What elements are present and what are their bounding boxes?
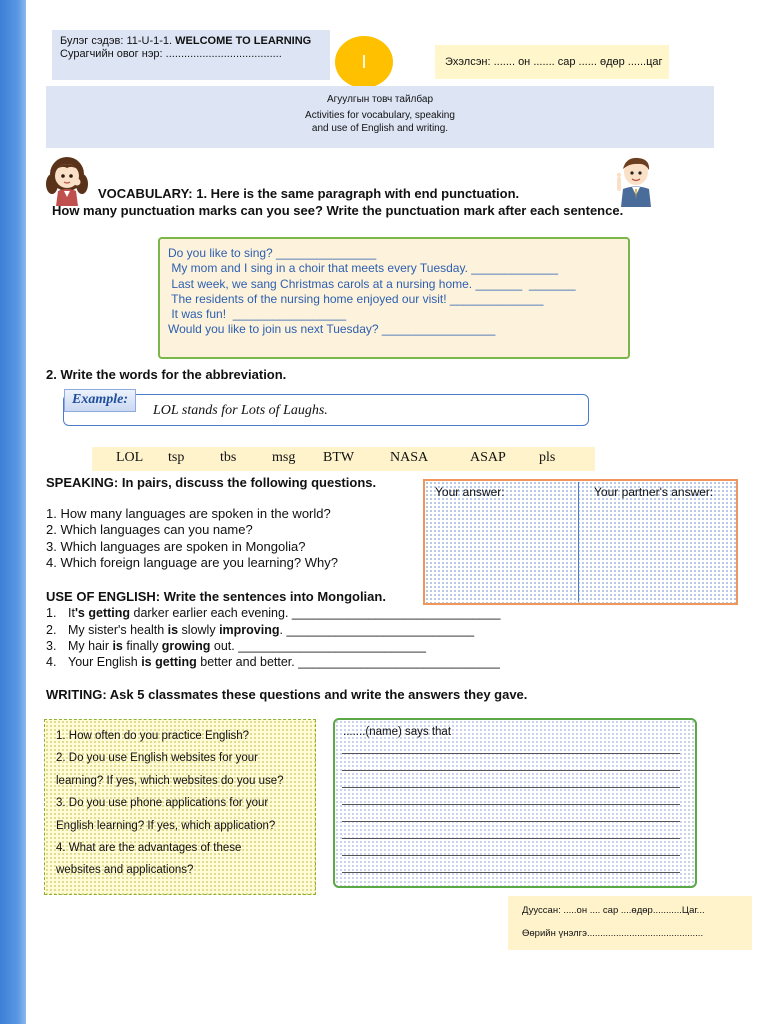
summary-title: Агуулгын товч тайлбар xyxy=(326,94,434,105)
speaking-title: SPEAKING: In pairs, discuss the following questions. xyxy=(46,475,377,490)
abbr-pls: pls xyxy=(539,450,556,465)
answer-line[interactable] xyxy=(342,855,680,856)
vocabulary-title: VOCABULARY: 1. Here is the same paragraph with end punctuation. xyxy=(98,186,520,201)
paragraph-sentences xyxy=(168,246,576,338)
speaking-question-4: 4. Which foreign language are you learning? Why? xyxy=(46,555,338,570)
name-says-prompt: .......(name) says that xyxy=(343,726,452,738)
girl-illustration-icon xyxy=(44,154,90,206)
speaking-question-3: 3. Which languages are spoken in Mongolia? xyxy=(46,539,306,554)
writing-question-line: websites and applications? xyxy=(56,864,194,877)
topic-prefix: Булэг сэдэв: 11-U-1-1. xyxy=(60,35,176,47)
abbr-nasa: NASA xyxy=(390,450,429,465)
answer-line[interactable] xyxy=(342,753,680,754)
partner-answer-label: Your partner's answer: xyxy=(594,485,714,499)
left-color-bar xyxy=(0,0,26,1024)
boy-illustration-icon xyxy=(612,155,656,207)
sentence-2[interactable]: My mom and I sing in a choir that meets every Tuesday. _____________ xyxy=(168,261,558,276)
uoe-item-1: 1. It's getting darker earlier each evening. ______________________________ xyxy=(46,606,501,620)
summary-line-2: and use of English and writing. xyxy=(311,123,449,134)
sentence-4[interactable]: The residents of the nursing home enjoyed our visit! ______________ xyxy=(168,291,544,306)
abbr-btw: BTW xyxy=(323,450,355,465)
level-badge: I xyxy=(335,36,393,88)
writing-title: WRITING: Ask 5 classmates these questions and write the answers they gave. xyxy=(46,687,528,702)
self-assessment-field: Өөрийн үнэлгэ............................................ xyxy=(522,928,704,939)
answer-divider xyxy=(578,482,579,602)
uoe-blank-2[interactable]: ___________________________ xyxy=(286,623,475,637)
writing-question-line: 2. Do you use English websites for your xyxy=(56,752,258,765)
topic-title: WELCOME TO LEARNING xyxy=(175,35,312,47)
writing-question-line: learning? If yes, which websites do you use? xyxy=(56,774,284,787)
uoe-item-2: 2. My sister's health is slowly improving. ___________________________ xyxy=(46,623,475,637)
uoe-blank-4[interactable]: _____________________________ xyxy=(298,655,500,669)
use-of-english-title: USE OF ENGLISH: Write the sentences into Mongolian. xyxy=(46,589,386,604)
sentence-1[interactable]: Do you like to sing? _______________ xyxy=(168,246,377,260)
writing-answer-box[interactable] xyxy=(333,718,697,888)
answer-line[interactable] xyxy=(342,872,680,873)
example-label: Example: xyxy=(64,389,136,412)
writing-question-line: English learning? If yes, which application? xyxy=(56,819,276,832)
abbr-msg: msg xyxy=(272,450,296,465)
footer-box xyxy=(508,896,752,950)
abbr-asap: ASAP xyxy=(470,450,506,465)
writing-question-line: 1. How often do you practice English? xyxy=(56,730,250,742)
your-answer-label: Your answer: xyxy=(435,485,505,499)
uoe-item-4: 4. Your English is getting better and better. _____________________________ xyxy=(46,655,500,669)
answer-line[interactable] xyxy=(342,787,680,788)
vocabulary-subtitle: How many punctuation marks can you see? Write the punctuation mark after each sentence. xyxy=(52,203,624,218)
writing-questions xyxy=(56,725,284,882)
answer-line[interactable] xyxy=(342,821,680,822)
header-topic-box xyxy=(52,30,330,80)
sentence-5[interactable]: It was fun! _________________ xyxy=(168,307,347,322)
speaking-question-1: 1. How many languages are spoken in the world? xyxy=(46,506,331,521)
example-text: LOL stands for Lots of Laughs. xyxy=(153,403,328,418)
abbreviation-title: 2. Write the words for the abbreviation. xyxy=(46,367,287,382)
uoe-item-3: 3. My hair is finally growing out. ___________________________ xyxy=(46,639,426,653)
answer-line[interactable] xyxy=(342,770,680,771)
answer-line[interactable] xyxy=(342,838,680,839)
finished-date-field: Дууссан: .....он .... сар ....өдөр...........Цаг... xyxy=(522,905,705,916)
summary-line-1: Activities for vocabulary, speaking xyxy=(305,110,455,121)
start-date-field: Эхэлсэн: ....... он ....... сар ...... өдөр ......цаг xyxy=(435,45,669,79)
answer-line[interactable] xyxy=(342,804,680,805)
writing-question-line: 4. What are the advantages of these xyxy=(56,842,242,855)
sentence-6[interactable]: Would you like to join us next Tuesday? _________________ xyxy=(168,322,496,337)
abbr-tbs: tbs xyxy=(220,450,237,465)
uoe-blank-3[interactable]: ___________________________ xyxy=(238,639,426,653)
sentence-3[interactable]: Last week, we sang Christmas carols at a nursing home. _______ _______ xyxy=(168,276,576,291)
abbr-tsp: tsp xyxy=(168,450,185,465)
writing-question-line: 3. Do you use phone applications for your xyxy=(56,797,269,810)
summary-box xyxy=(46,86,714,148)
speaking-question-2: 2. Which languages can you name? xyxy=(46,522,253,537)
student-name-field: Сурагчийн овог нэр: ...................................... xyxy=(60,48,282,60)
uoe-blank-1[interactable]: ______________________________ xyxy=(291,606,501,620)
abbr-lol: LOL xyxy=(116,450,144,465)
